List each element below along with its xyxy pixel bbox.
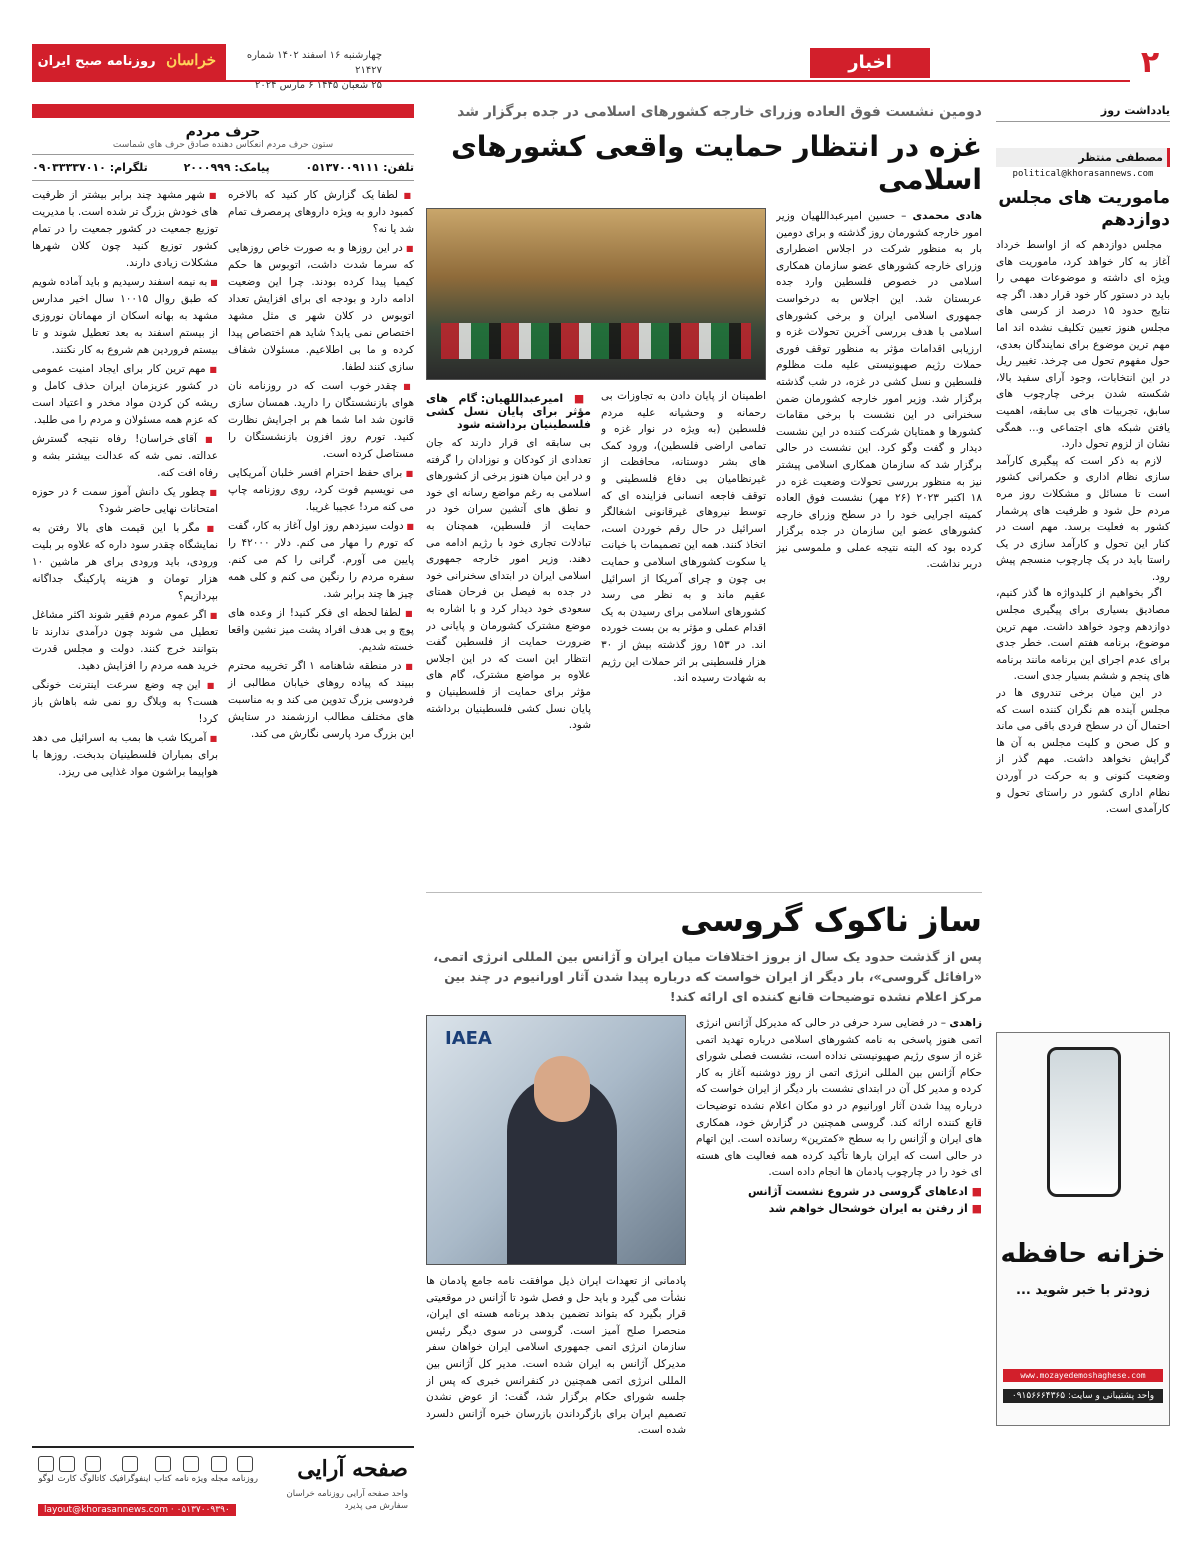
issue-date-line1: چهارشنبه ۱۶ اسفند ۱۴۰۲ شماره ۲۱۴۲۷ (246, 50, 382, 76)
category-magazine: مجله (211, 1456, 228, 1484)
article2-right-text: در فضایی سرد حرفی در حالی که مدیرکل آژانس انرژی اتمی هنوز پاسخی به نامه کشورهای اسلامی درباره تهدید اتمی غزه از سوی رژیم صهیونیستی نداده است، نشست فصلی شورای حکام آژانس بین المللی انرژی اتمی از روز دوشنبه آغاز به کار کرده و مدیر کل آن در ابتدای نشست بار دیگر از ایران خواست که درباره پیدا شدن آثار اورانیوم در دو مکان اعلام نشده توضیحات قانع کننده ارائه کند. گروسی همچنین در گزارش خود، همکاری های ایران و آژانس را به سطح «کمترین» رسانده است. این اتهام در حالی است که ایران بارها تأکید کرده همه فعالیت های هسته ای خود را در چارچوب پادمان ها انجام داده است. (696, 1017, 982, 1179)
layout-service-title: صفحه آرایی (297, 1456, 408, 1482)
people-column-title: حرف مردم (185, 124, 261, 140)
brand-tagline: روزنامه صبح ایران (37, 54, 156, 69)
contact-sms[interactable]: پیامک: ۲۰۰۰۹۹۹ (183, 161, 270, 174)
people-message: ■ چقدر خوب است که در روزنامه نان هوای بازنشستگان را دارید. همسان سازی قانون شد اما شما هم بر اجرایش نظارت کنید. تورم روز افزون بازنشستگان را مستاصل کرده است. (228, 378, 414, 463)
category-catalog: کاتالوگ (80, 1456, 106, 1484)
summit-photo (426, 208, 766, 380)
category-special-issue: ویژه نامه (175, 1456, 207, 1484)
special-issue-icon (183, 1456, 199, 1472)
people-message: ■ آمریکا شب ها بمب به اسرائیل می دهد برای بمباران فلسطینیان بدبخت. روزها با هواپیما براشون مواد غذایی می ریزد. (32, 730, 218, 781)
people-message: ■ این چه وضع سرعت اینترنت خونگی هست؟ به وبلاگ رو نمی شه باهاش باز کرد! (32, 677, 218, 728)
people-message: ■ به نیمه اسفند رسیدیم و باید آماده شویم که طبق روال ۱۰۰۱۵ سال اخیر مدارس مشهد به بهانه اسکان از مهمانان نوروزی از بیستم اسفند به بعد تعطیل شوند و تا بیستم فروردین هم شروع به کار نکنند. (32, 274, 218, 359)
article1-left-column (426, 388, 591, 880)
layout-service-desc: واحد صفحه آرایی روزنامه خراسان سفارش می پذیرد (286, 1489, 408, 1511)
memo-label: یادداشت روز (996, 104, 1170, 122)
people-message: ■ برای حفظ احترام افسر خلبان آمریکایی می نویسیم فوت کرد، روی روزنامه چاپ می کنه مرد! عجیبا غریبا. (228, 465, 414, 516)
category-infographic: اینفوگرافیک (109, 1456, 150, 1484)
phone-mockup-icon (1047, 1047, 1121, 1197)
memo-column (996, 104, 1170, 1434)
article2-author: زاهدی (949, 1017, 982, 1029)
article2-under-text: پادمانی از تعهدات ایران ذیل موافقت نامه جامع پادمان ها نشأت می گیرد و باید حل و فصل شود تا آژانس در موقعیتی قرار بگیرد که بتواند تضمین بدهد برنامه هسته ای ایران، منحصرا صلح آمیز است. گروسی در سوی دیگر رئیس سازمان انرژی اتمی جمهوری اسلامی ایران خواهان سفر مدیرکل آژانس به ایران شده است. مدیر کل آژانس بین المللی انرژی اتمی همچنین در کنفرانس خبری که پس از جلسه شورای حکام برگزار شد، گفت: از عوض نشدن تصمیم ایران برای بازگرداندن بازرسان خبره آژانس دلسرد شده است. (426, 1275, 686, 1437)
memo-email[interactable]: political@khorasannews.com (1012, 169, 1154, 179)
category-card: کارت (58, 1456, 77, 1484)
ad-brand-name: خزانه حافظه (1000, 1239, 1166, 1269)
article2-lead: پس از گذشت حدود یک سال از بروز اختلافات میان ایران و آژانس بین المللی انرژی اتمی، «رافائل گروسی»، بار دیگر از ایران خواست که درباره پیدا شدن آثار اورانیوم در چند بین مرکز اعلام نشده توضیحات قانع کننده ای ارائه کند! (433, 949, 982, 1004)
grossi-photo (426, 1015, 686, 1265)
advertisement[interactable] (996, 1032, 1170, 1426)
article2-subhead1: ■ ادعاهای گروسی در شروع نشست آژانس (696, 1185, 982, 1198)
article2-headline[interactable]: ساز ناکوک گروسی (426, 892, 982, 939)
layout-categories (38, 1456, 258, 1484)
people-column-subtitle: ستون حرف مردم انعکاس دهنده صادق حرف های شماست (32, 140, 414, 155)
article1 (426, 208, 982, 888)
article1-right-column: هادی محمدی – حسین امیرعبداللهیان وزیر امور خارجه کشورمان روز گذشته و برای دومین بار به منظور شرکت در اجلاس اضطراری وزرای خارجه کشورهای عضو سازمان همکاری اسلامی در خصوص فلسطین وارد جده عربستان شد. این اجلاس به درخواست جمهوری اسلامی ایران و برخی کشورهای اسلامی با هدف بررسی آخرین تحولات غزه و ارزیابی اقدامات مؤثر به منظور توقف فوری حملات رژیم صهیونیستی علیه ملت مظلوم فلسطین و نسل کشی در غزه، در شب گذشته برگزار شد. وزیر امور خارجه کشورمان ضمن سخنرانی در این نشست با برخی مقامات کشورها و همتایان شرکت کننده در این نشست دیدار و گفت وگو کرد. این نشست در حالی برگزار شد که سازمان همکاری اسلامی پیشتر نیز به منظور بررسی تحولات وضعیت غزه در ۱۸ اکتبر ۲۰۲۳ (۲۶ مهر) نشست فوق العاده کمیته اجرایی خود را در سطح وزرای خارجه کشورهای عضو این سازمان در جده برگزار کرده بود که البته نتیجه عملی و ملموسی نیز دربر نداشت. (776, 210, 982, 571)
person-face (534, 1056, 590, 1122)
issue-info (232, 48, 382, 93)
people-messages (32, 187, 414, 1417)
article1-author: هادی محمدی (912, 210, 982, 222)
people-message: ■ چطور یک دانش آموز سمت ۶ در حوزه امتحانات نهایی حاضر شود؟ (32, 484, 218, 518)
article1-right-text: حسین امیرعبداللهیان وزیر امور خارجه کشورمان روز گذشته و برای دومین بار به منظور شرکت در اجلاس اضطراری وزرای خارجه کشورهای عضو سازمان همکاری اسلامی در خصوص فلسطین وارد جده عربستان شد. این اجلاس به درخواست جمهوری اسلامی ایران و برخی کشورهای اسلامی با هدف بررسی آخرین تحولات غزه و ارزیابی اقدامات مؤثر به منظور توقف فوری حملات رژیم صهیونیستی علیه ملت مظلوم فلسطین و نسل کشی در غزه، در شب گذشته برگزار شد. وزیر امور خارجه کشورمان ضمن سخنرانی در این نشست با برخی مقامات کشورها و همتایان شرکت کننده در این نشست دیدار و گفت وگو کرد. این نشست در حالی برگزار شد که سازمان همکاری اسلامی پیشتر نیز به منظور بررسی تحولات وضعیت غزه در ۱۸ اکتبر ۲۰۲۳ (۲۶ مهر) نشست فوق العاده کمیته اجرایی خود را در سطح وزرای خارجه کشورهای عضو این سازمان در جده برگزار کرده بود که البته نتیجه عملی و ملموسی نیز دربر نداشت. (776, 210, 982, 571)
article1-kicker: دومین نشست فوق العاده وزرای خارجه کشورهای اسلامی در جده برگزار شد (457, 104, 982, 120)
category-logo: لوگو (38, 1456, 54, 1484)
article2-left-column (426, 1273, 686, 1560)
logo-icon (38, 1456, 54, 1472)
layout-service-contact[interactable]: layout@khorasannews.com · ۰۵۱۳۷۰۰۹۳۹۰ (38, 1504, 236, 1516)
contact-telegram[interactable]: تلگرام: ۰۹۰۳۳۳۳۷۰۱۰ (32, 161, 148, 174)
issue-date-line2: ۲۵ شعبان ۱۴۴۵ ۶ مارس ۲۰۲۴ (254, 80, 382, 91)
memo-author: مصطفی منتظر (996, 148, 1170, 167)
main-articles (426, 104, 982, 1560)
article2-right-column: زاهدی – در فضایی سرد حرفی در حالی که مدیرکل آژانس انرژی اتمی هنوز پاسخی به نامه کشورهای اسلامی درباره تهدید اتمی غزه از سوی رژیم صهیونیستی نداده است، نشست فصلی شورای حکام آژانس بین المللی انرژی اتمی از روز دوشنبه آغاز به کار کرده و مدیر کل آن در ابتدای نشست بار دیگر از ایران خواست که درباره پیدا شدن آثار اورانیوم در دو مکان اعلام نشده توضیحات قانع کننده ارائه کند. گروسی همچنین در گزارش خود، همکاری های ایران و آژانس را به سطح «کمترین» رسانده است. این اتهام در حالی است که ایران بارها تأکید کرده همه فعالیت های هسته ای خود را در چارچوب پادمان ها انجام داده است. ■ ادعاهای گروسی در شروع نشست آژانس ■ از رفتن به ایران خوشحال خواهم شد (696, 1015, 982, 1560)
article1-mid-text: اطمینان از پایان دادن به تجاوزات بی رحمانه و وحشیانه علیه مردم فلسطین (به ویژه در نوار غزه و تمامی اراضی فلسطین)، ورود کمک های بشر دوستانه، محافظت از غیرنظامیان بی دفاع فلسطینی و توقف فاجعه انسانی فزاینده ای که توسط نیروهای غیرقانونی اشغالگر اسرائیل در حال رقم خوردن است، اتخاذ کنند. همه این تصمیمات با خیانت یا سکوت کشورهای اسلامی و حمایت بی چون و چرای آمریکا از اسرائیل عقیم ماند و به نظر می رسد کشورهای اسلامی برای رسیدن به یک اقدام عملی و مؤثر به بن بست خورده اند. در ۱۵۳ روز گذشته بیش از ۳۰ هزار فلسطینی بر اثر حملات این رژیم به شهادت رسیده اند. (601, 390, 766, 685)
people-message: ■ اگر عموم مردم فقیر شوند اکثر مشاغل تعطیل می شوند چون درآمدی ندارند تا بتوانند خرج کنند. دولت و مجلس قدرت خرید همه مردم را افزایش دهید. (32, 607, 218, 675)
newspaper-icon (237, 1456, 253, 1472)
ad-phone: واحد پشتیبانی و سایت: ۰۹۱۵۶۶۶۴۳۶۵ (1003, 1389, 1163, 1403)
section-tab[interactable]: اخبار (810, 48, 930, 78)
article1-subhead: ■ امیرعبداللهیان: گام های مؤثر برای پایان نسل کشی فلسطینیان برداشته شود (426, 392, 591, 431)
article2-subhead2: ■ از رفتن به ایران خوشحال خواهم شد (696, 1202, 982, 1215)
article1-left-text: بی سابقه ای قرار دارند که جان تعدادی از کودکان و نوزادان را گرفته و در این میان هنوز برخی از کشورهای اسلامی به رغم مواضع رسانه ای خود و نطق های آتشین سران خود در حمایت از فلسطین، همچنان به تبادلات تجاری خود با رژیم ادامه می دهند. وزیر امور خارجه جمهوری اسلامی ایران در ابتدای سخنرانی خود در جده به فیصل بن فرحان همتای سعودی خود دیدار کرد و با اشاره به موضع مشترک کشورمان و پایانی در ضرورت حمایت از فلسطین گفت انتظار این است که در این اجلاس علاوه بر مواضع مشترک، گام های مؤثر برای حمایت از فلسطینیان و پایان نسل کشی فلسطینیان برداشته شود. (426, 437, 591, 732)
article1-headline[interactable]: غزه در انتظار حمایت واقعی کشورهای اسلامی (451, 130, 982, 196)
ad-url[interactable]: www.mozayedemoshaghese.com (1003, 1369, 1163, 1382)
people-message: ■ مگر با این قیمت های بالا رفتن به نمایشگاه چقدر سود داره که علاوه بر بلیت ورودی، باید ورودی برای هر ماشین ۱۰ هزار تومان و هزینه پارکینگ جداگانه بپردازیم؟ (32, 520, 218, 605)
ad-tagline: زودتر با خبر شوید ... (1016, 1283, 1150, 1298)
people-message: ■ آقای خراسان! رفاه نتیجه گسترش عدالته. نمی شه که عدالت بیشتر بشه و رفاه افت کنه. (32, 431, 218, 482)
category-book: کتاب (154, 1456, 171, 1484)
contact-phone[interactable]: تلفن: ۰۵۱۳۷۰۰۹۱۱۱ (305, 161, 414, 174)
card-icon (59, 1456, 75, 1472)
page-number: ۲ (1140, 45, 1160, 80)
book-icon (155, 1456, 171, 1472)
people-message: ■ در این روزها و به صورت خاص روزهایی که سرما شدت داشت، اتوبوس ها حکم کیمیا پیدا کرده بودند. چرا این وضعیت ادامه دارد و بودجه ای برای افزایش تعداد اتوبوس در کلان شهر ی مثل مشهد اختصاص نمی یابد؟ شاید هم اختصاص پیدا کرده و ما بی اطلاعیم. مسئولان شفاف سازی کنند لطفا. (228, 240, 414, 376)
header-divider (32, 80, 1130, 82)
memo-body (996, 237, 1170, 1137)
article1-columns (426, 388, 766, 880)
article2 (426, 1015, 982, 1560)
memo-paragraph: در این میان برخی تندروی ها در مجلس آینده هم نگران کننده است که احتمال آن در سطح فردی باقی می ماند و کل صحن و کلیت مجلس به آن ها گرایش نخواهد داشت. مهم گذر از وضعیت کنونی و به حرکت در آوردن نظام اداری کشور در راستای تحول و کارآمدی است. (996, 687, 1170, 816)
flags-image (441, 323, 751, 359)
brand-logo: خراسان (166, 51, 216, 69)
catalog-icon (85, 1456, 101, 1472)
iaea-logo: IAEA (445, 1028, 492, 1049)
people-messages-col-b (32, 187, 218, 1417)
memo-paragraph: اگر بخواهیم از کلیدواژه ها گذر کنیم، مصادیق بسیاری برای پیگیری مجلس دوازدهم وجود خواهد داشت. مهم ترین موضوع، برنامه هفتم است. خطر جدی برای عدم اجرای این برنامه مانند برنامه های پنجم و ششم بسیار جدی است. (996, 587, 1170, 683)
memo-title: ماموریت های مجلس دوازدهم (998, 188, 1170, 230)
memo-paragraph: مجلس دوازدهم که از اواسط خرداد آغاز به کار خواهد کرد، ماموریت های ویژه ای داشته و موضوعات مهمی را باید در دستور کار خود قرار دهد. اگر چه نتایج حدود ۱۵ درصد از کرسی های مجلس هنوز تعیین تکلیف نشده اند اما مهم ترین موضوع برای نمایندگان بعدی، حول مفهوم تحول می چرخد. تغییر ریل در این انتخابات، وجود آرای سفید بالا، شکسته شدن برخی چارچوب های سابق، تجربیات های بی سابقه، اهمیت یافتن شبکه های اجتماعی و... همگی نشان از لزوم تحول دارد. (996, 239, 1170, 451)
people-message: ■ شهر مشهد چند برابر بیشتر از ظرفیت های خودش بزرگ تر شده است. با مدیریت توزیع جمعیت در کشور جمعیت را در تمام کشور توزیع کنید چون کلان شهرها مشکلات زیادی دارند. (32, 187, 218, 272)
people-message: ■ مهم ترین کار برای ایجاد امنیت عمومی در کشور عزیزمان ایران حذف کامل و ریشه کن کردن مواد مخدر و اعتیاد است که عزم همه مسئولان و مردم را می طلبد. (32, 361, 218, 429)
layout-service-box[interactable] (32, 1446, 414, 1524)
people-message: ■ در منطقه شاهنامه ۱ اگر تخریبه محترم ببیند که پیاده روهای خیابان مطالبی از فردوسی بزرگ تدوین می کند و به مناسبت های مختلف مطالب ارزشمند در ستایش این بزرگ مرد پارسی نگارش می کند. (228, 658, 414, 743)
infographic-icon (122, 1456, 138, 1472)
people-message: ■ دولت سیزدهم روز اول آغاز به کار، گفت که تورم را مهار می کنم. دلار ۴۲۰۰۰ را پایین می آورم. گرانی را کم می کنم. سفره مردم را رنگین می کنم و کلی همه چیز ها چند برابر شد. (228, 518, 414, 603)
people-column-bar (32, 104, 414, 118)
category-newspaper: روزنامه (232, 1456, 258, 1484)
people-column (32, 104, 414, 1434)
masthead (32, 44, 1170, 91)
memo-paragraph: لازم به ذکر است که پیگیری کارآمد سازی نظام اداری و حکمرانی کشور است تا مسائل و مشکلات روز مره مردم حل شود و ظرفیت های پرشمار کشور به فعلیت برسد. مهم است در کنار این تحول و کارآمد سازی در یک راستا باید در یک چارچوب منسجم پیش رود. (996, 454, 1170, 583)
people-message: ■ لطفا یک گزارش کار کنید که بالاخره کمبود دارو به ویژه داروهای پرمصرف تمام شد یا نه؟ (228, 187, 414, 238)
people-message: ■ لطفا لحظه ای فکر کنید! از وعده های پوچ و بی هدف افراد پشت میز نشین واقعا خسته شدیم. (228, 605, 414, 656)
article1-middle-column (601, 388, 766, 880)
magazine-icon (211, 1456, 227, 1472)
contact-bar (32, 155, 414, 181)
brand-box[interactable] (32, 44, 226, 80)
people-messages-col-a (228, 187, 414, 1417)
